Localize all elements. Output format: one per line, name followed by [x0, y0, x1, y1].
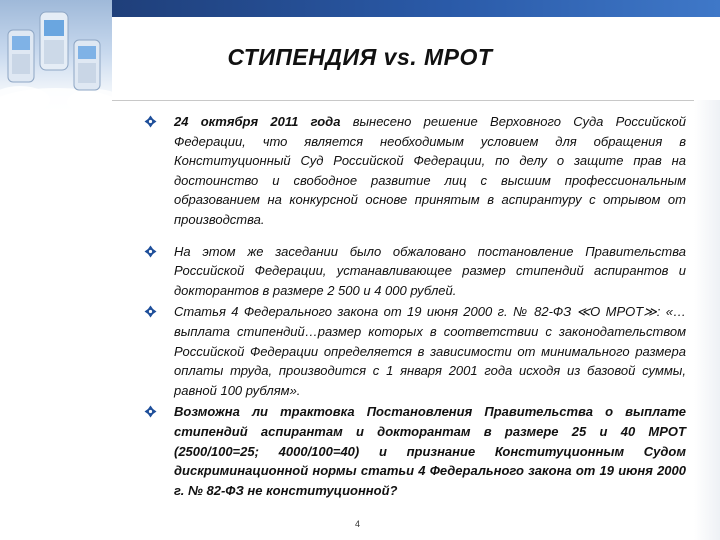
bullet-text: На этом же заседании было обжаловано постановление Правительства Российской Федерации, устанавливающее размер стипендий аспирантов и докторантов в размере 2 500 и 4 000 рублей. [174, 243, 686, 298]
bullet-item [144, 402, 686, 500]
header-bar [112, 0, 720, 17]
title-divider [112, 100, 720, 101]
slide-title: СТИПЕНДИЯ vs. МРОТ [227, 44, 493, 70]
bullet-text: Возможна ли трактовка Постановления Правительства о выплате стипендий аспирантам и докторантам в размере 25 и 40 МРОТ (2500/100=25; 4000/100=40) и признание Конституционным Судом дискриминационной нормы статьи 4 Федерального закона от 19 июня 2000 г. № 82-ФЗ не конституционной? [174, 404, 686, 498]
decorative-image [0, 0, 112, 118]
bullet-item [144, 242, 686, 301]
mobile-phones-image [0, 0, 112, 118]
bullet-item [144, 112, 686, 230]
bullet-text: вынесено решение Верховного Суда Российской Федерации, что является необходимым условием для обращения в Конституционный Суд Российской Федерации, по делу о защите прав на достоинство и свободное развитие лиц с высшим профессиональным образованием на конкурсной основе принятым в аспирантуру с отрывом от производства. [174, 114, 686, 227]
bullet-item [144, 302, 686, 400]
diamond-bullet-icon [144, 405, 157, 418]
page-number: 4 [355, 519, 361, 529]
diamond-bullet-icon [144, 115, 157, 128]
bullet-text: Статья 4 Федерального закона от 19 июня 2000 г. № 82-ФЗ ≪О МРОТ≫: «…выплата стипендий…размер которых в соответствии с законодательством Российской Федерации определяется в зависимости от минимального размера оплаты труда, производится с 1 января 2001 года исходя из базовой суммы, равной 100 рублям». [174, 304, 686, 398]
bullet-list [144, 112, 686, 506]
diamond-bullet-icon [144, 245, 157, 258]
bullet-lead: 24 октября 2011 года [174, 114, 341, 129]
diamond-bullet-icon [144, 305, 157, 318]
right-decor-strip [694, 100, 720, 540]
